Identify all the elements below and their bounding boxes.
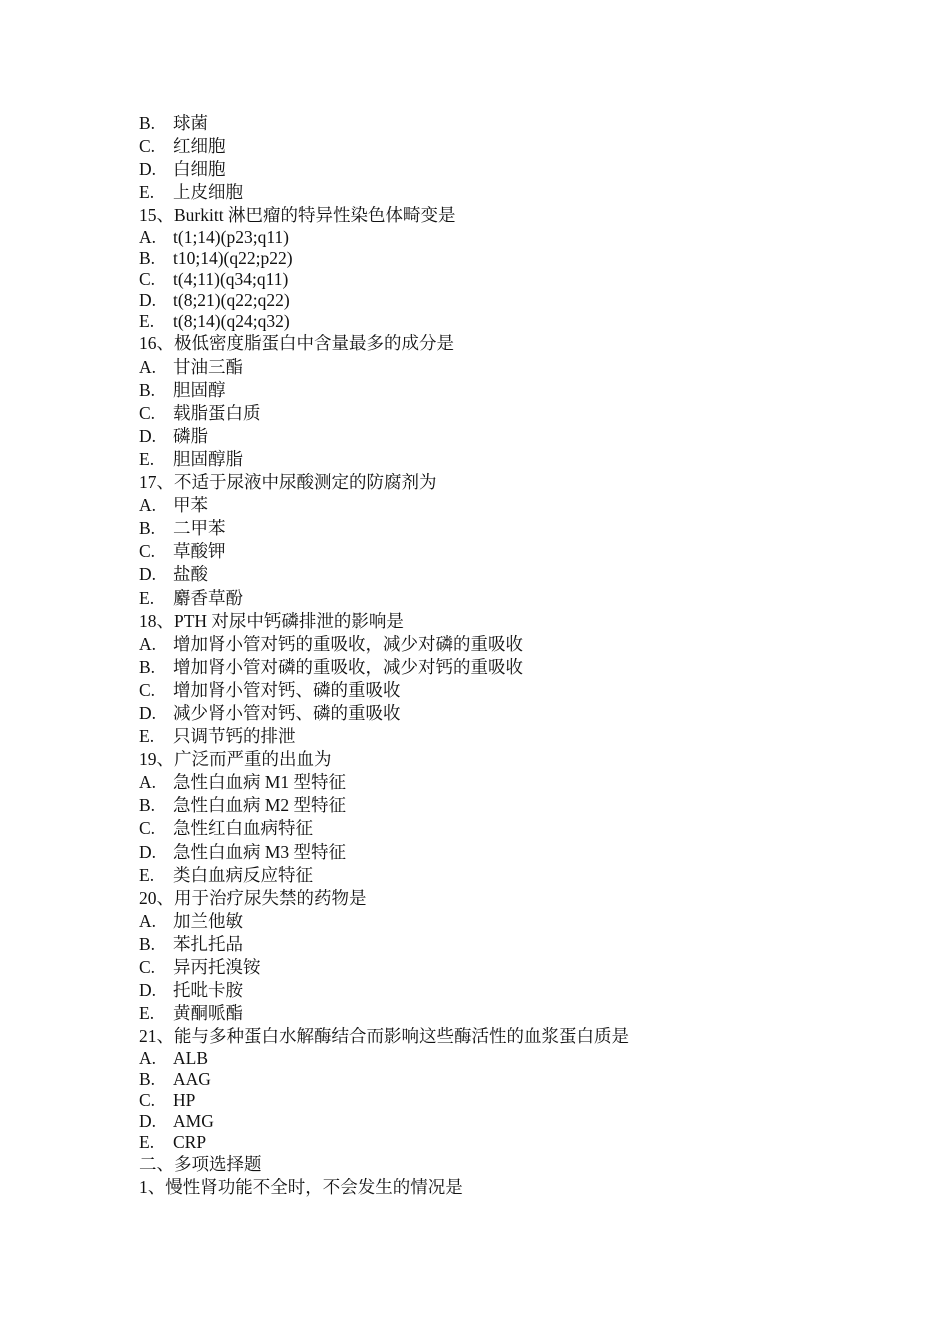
- option-text: ALB: [173, 1048, 208, 1069]
- option-letter: D.: [139, 1111, 157, 1132]
- answer-option: [139, 979, 839, 1002]
- answer-option: [139, 494, 839, 517]
- option-letter: B.: [139, 933, 156, 954]
- answer-option: [139, 112, 839, 135]
- option-letter: B.: [139, 379, 156, 400]
- option-letter: D.: [139, 425, 157, 446]
- option-text: 黄酮哌酯: [173, 1003, 243, 1024]
- option-letter: D.: [139, 980, 157, 1001]
- option-letter: A.: [139, 227, 157, 248]
- option-letter: C.: [139, 679, 156, 700]
- option-text: 急性白血病 M3 型特征: [173, 841, 347, 862]
- answer-option: [139, 1069, 839, 1090]
- option-text: CRP: [173, 1132, 207, 1153]
- option-text: 减少肾小管对钙、磷的重吸收: [173, 702, 401, 723]
- option-text: 托吡卡胺: [173, 980, 243, 1001]
- option-text: 麝香草酚: [173, 587, 243, 608]
- option-letter: C.: [139, 957, 156, 977]
- option-letter: E.: [139, 1003, 155, 1024]
- answer-option: [139, 1002, 839, 1025]
- option-letter: C.: [139, 1090, 156, 1111]
- answer-option: [139, 379, 839, 402]
- question-text: 16、极低密度脂蛋白中含量最多的成分是: [139, 333, 454, 354]
- option-letter: B.: [139, 795, 156, 816]
- answer-option: [139, 1132, 839, 1153]
- option-letter: B.: [139, 1069, 156, 1090]
- option-letter: D.: [139, 290, 157, 311]
- option-letter: E.: [139, 1132, 155, 1153]
- answer-option: [139, 269, 839, 290]
- answer-option: [139, 956, 839, 979]
- question-text: 18、PTH 对尿中钙磷排泄的影响是: [139, 610, 404, 631]
- option-text: t(8;21)(q22;q22): [173, 290, 290, 311]
- question-text: 21、能与多种蛋白水解酶结合而影响这些酶活性的血浆蛋白质是: [139, 1026, 629, 1047]
- option-letter: B.: [139, 518, 156, 539]
- answer-option: [139, 794, 839, 817]
- answer-option: [139, 158, 839, 181]
- option-text: 急性白血病 M1 型特征: [173, 772, 347, 793]
- option-text: t(4;11)(q34;q11): [173, 269, 289, 290]
- option-text: 类白血病反应特征: [173, 864, 313, 885]
- question-text: 1、慢性肾功能不全时，不会发生的情况是: [139, 1177, 463, 1198]
- answer-option: [139, 290, 839, 311]
- option-letter: E.: [139, 311, 155, 332]
- option-text: 白细胞: [173, 159, 226, 180]
- section-heading: 二、多项选择题: [139, 1154, 262, 1175]
- answer-option: [139, 656, 839, 679]
- option-text: 增加肾小管对钙的重吸收，减少对磷的重吸收: [173, 633, 523, 654]
- option-letter: B.: [139, 113, 156, 133]
- option-text: 异丙托溴铵: [173, 957, 261, 977]
- option-text: 草酸钾: [173, 541, 226, 562]
- option-text: 载脂蛋白质: [173, 402, 261, 423]
- option-letter: E.: [139, 587, 155, 608]
- option-text: 增加肾小管对磷的重吸收，减少对钙的重吸收: [173, 656, 523, 677]
- answer-option: [139, 311, 839, 332]
- option-text: 甲苯: [173, 495, 208, 516]
- option-text: 加兰他敏: [173, 910, 243, 931]
- option-letter: E.: [139, 726, 155, 747]
- option-letter: E.: [139, 448, 155, 469]
- option-text: t(8;14)(q24;q32): [173, 311, 290, 332]
- option-letter: A.: [139, 1048, 157, 1069]
- option-text: 只调节钙的排泄: [173, 726, 296, 747]
- question-text: 20、用于治疗尿失禁的药物是: [139, 887, 367, 908]
- option-text: 二甲苯: [173, 518, 226, 539]
- option-text: 胆固醇脂: [173, 448, 243, 469]
- option-text: t(1;14)(p23;q11): [173, 227, 289, 248]
- option-letter: C.: [139, 402, 156, 423]
- option-text: HP: [173, 1090, 196, 1111]
- answer-option: [139, 517, 839, 540]
- option-letter: A.: [139, 910, 157, 931]
- option-text: t10;14)(q22;p22): [173, 248, 293, 269]
- answer-option: [139, 402, 839, 425]
- option-text: 胆固醇: [173, 379, 226, 400]
- question-text: 15、Burkitt 淋巴瘤的特异性染色体畸变是: [139, 205, 456, 226]
- option-letter: B.: [139, 248, 156, 269]
- option-letter: E.: [139, 864, 155, 885]
- answer-option: [139, 725, 839, 748]
- answer-option: [139, 135, 839, 158]
- option-letter: C.: [139, 269, 156, 290]
- answer-option: [139, 771, 839, 794]
- answer-option: [139, 425, 839, 448]
- option-text: AMG: [173, 1111, 214, 1132]
- option-letter: A.: [139, 356, 157, 377]
- answer-option: [139, 356, 839, 379]
- option-letter: C.: [139, 541, 156, 562]
- question-text: 19、广泛而严重的出血为: [139, 749, 332, 770]
- option-text: 甘油三酯: [173, 356, 243, 377]
- answer-option: [139, 702, 839, 725]
- answer-option: [139, 817, 839, 840]
- option-letter: A.: [139, 772, 157, 793]
- answer-option: [139, 248, 839, 269]
- option-text: 急性红白血病特征: [173, 818, 313, 839]
- option-letter: D.: [139, 159, 157, 180]
- answer-option: [139, 679, 839, 702]
- option-text: 红细胞: [173, 136, 226, 157]
- question-text: 17、不适于尿液中尿酸测定的防腐剂为: [139, 472, 437, 493]
- option-letter: B.: [139, 656, 156, 677]
- option-text: 磷脂: [173, 425, 208, 446]
- option-letter: A.: [139, 633, 157, 654]
- option-text: 盐酸: [173, 564, 208, 585]
- answer-option: [139, 563, 839, 586]
- option-text: 上皮细胞: [173, 182, 243, 203]
- answer-option: [139, 933, 839, 956]
- option-text: 苯扎托品: [173, 933, 243, 954]
- answer-option: [139, 448, 839, 471]
- answer-option: [139, 540, 839, 563]
- answer-option: [139, 841, 839, 864]
- answer-option: [139, 864, 839, 887]
- option-text: 球菌: [173, 113, 208, 133]
- option-letter: A.: [139, 495, 157, 516]
- answer-option: [139, 181, 839, 204]
- option-letter: C.: [139, 136, 156, 157]
- answer-option: [139, 1090, 839, 1111]
- option-text: 增加肾小管对钙、磷的重吸收: [173, 679, 401, 700]
- answer-option: [139, 910, 839, 933]
- option-text: AAG: [173, 1069, 211, 1090]
- answer-option: [139, 633, 839, 656]
- option-letter: D.: [139, 841, 157, 862]
- option-letter: C.: [139, 818, 156, 839]
- answer-option: [139, 1111, 839, 1132]
- document-page: [139, 112, 839, 1200]
- option-text: 急性白血病 M2 型特征: [173, 795, 347, 816]
- answer-option: [139, 1048, 839, 1069]
- option-letter: D.: [139, 702, 157, 723]
- option-letter: E.: [139, 182, 155, 203]
- answer-option: [139, 587, 839, 610]
- answer-option: [139, 227, 839, 248]
- option-letter: D.: [139, 564, 157, 585]
